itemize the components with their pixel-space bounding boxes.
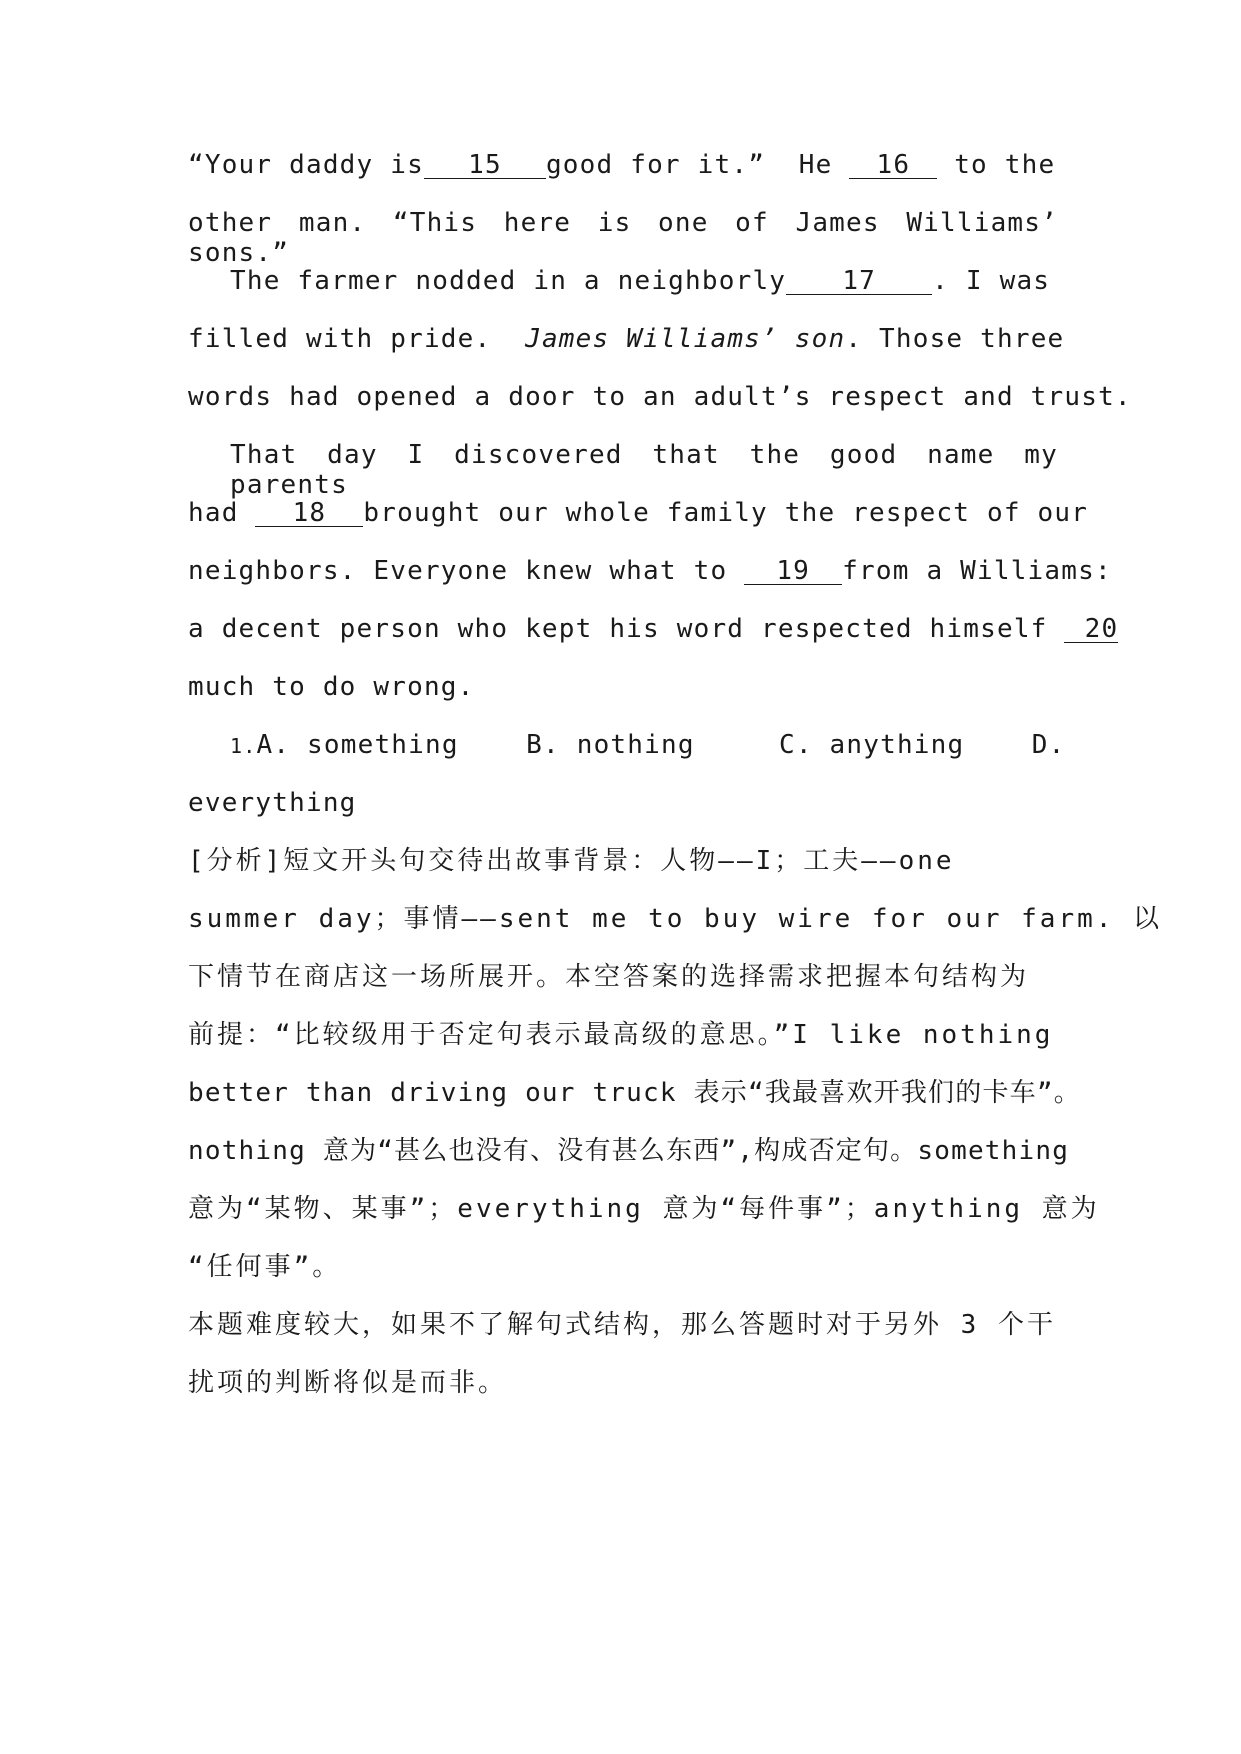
- text-span: good for it.” He: [545, 150, 833, 180]
- passage-line-9: [188, 614, 1119, 644]
- passage-line-7: [188, 498, 1089, 528]
- blank-20: 20: [1064, 616, 1118, 643]
- text-span: . I was: [932, 266, 1051, 296]
- text-span: . Those three: [845, 324, 1065, 354]
- text-span: from a Williams:: [842, 556, 1112, 586]
- blank-15: 15: [424, 152, 546, 179]
- analysis-line-5: better than driving our truck 表示“我最喜欢开我们的卡车”。: [188, 1078, 1081, 1108]
- text-span: neighbors. Everyone knew what to: [188, 556, 728, 586]
- analysis-line-1: [分析]短文开头句交待出故事背景：人物——I；工夫——one: [188, 846, 955, 876]
- blank-18: 18: [255, 500, 363, 527]
- option-c: C. anything: [778, 730, 965, 760]
- option-d-text: everything: [188, 788, 357, 818]
- question-number: 1.: [230, 734, 257, 758]
- passage-line-6: That day I discovered that the good name my parents: [230, 440, 1058, 500]
- analysis-line-9: 本题难度较大，如果不了解句式结构，那么答题时对于另外 3 个干: [188, 1310, 1056, 1340]
- option-b: B. nothing: [526, 730, 695, 760]
- analysis-line-3: 下情节在商店这一场所展开。本空答案的选择需求把握本句结构为: [188, 962, 1030, 992]
- italic-text: James Williams’ son: [525, 324, 846, 354]
- passage-line-5: words had opened a door to an adult’s respect and trust.: [188, 382, 1132, 412]
- text-span: a decent person who kept his word respected himself: [188, 614, 1048, 644]
- analysis-line-6: nothing 意为“甚么也没有、没有甚么东西”,构成否定句。something: [188, 1136, 1070, 1166]
- analysis-line-8: “任何事”。: [188, 1252, 342, 1282]
- analysis-line-7: 意为“某物、某事”；everything 意为“每件事”；anything 意为: [188, 1194, 1100, 1224]
- passage-line-3: [230, 266, 1058, 296]
- passage-line-10: much to do wrong.: [188, 672, 475, 702]
- passage-line-1: [188, 150, 1058, 180]
- analysis-line-10: 扰项的判断将似是而非。: [188, 1368, 508, 1398]
- passage-line-2: other man. “This here is one of James Williams’ sons.”: [188, 208, 1058, 268]
- blank-16: 16: [849, 152, 937, 179]
- text-span: “Your daddy is: [188, 150, 424, 180]
- text-span: to the: [954, 150, 1056, 180]
- passage-line-8: [188, 556, 1112, 586]
- analysis-line-4: 前提：“比较级用于否定句表示最高级的意思。”I like nothing: [188, 1020, 1054, 1050]
- option-d: D.: [1031, 730, 1066, 760]
- question-options: [230, 730, 1066, 761]
- text-span: filled with pride.: [188, 324, 492, 354]
- blank-19: 19: [744, 558, 842, 585]
- text-span: The farmer nodded in a neighborly: [230, 266, 787, 296]
- blank-17: 17: [786, 268, 932, 295]
- text-span: brought our whole family the respect of our: [363, 498, 1089, 528]
- option-a: A. something: [256, 730, 459, 760]
- analysis-line-2: summer day；事情——sent me to buy wire for our farm. 以: [188, 904, 1163, 934]
- text-span: had: [188, 498, 239, 528]
- passage-line-4: [188, 324, 1065, 354]
